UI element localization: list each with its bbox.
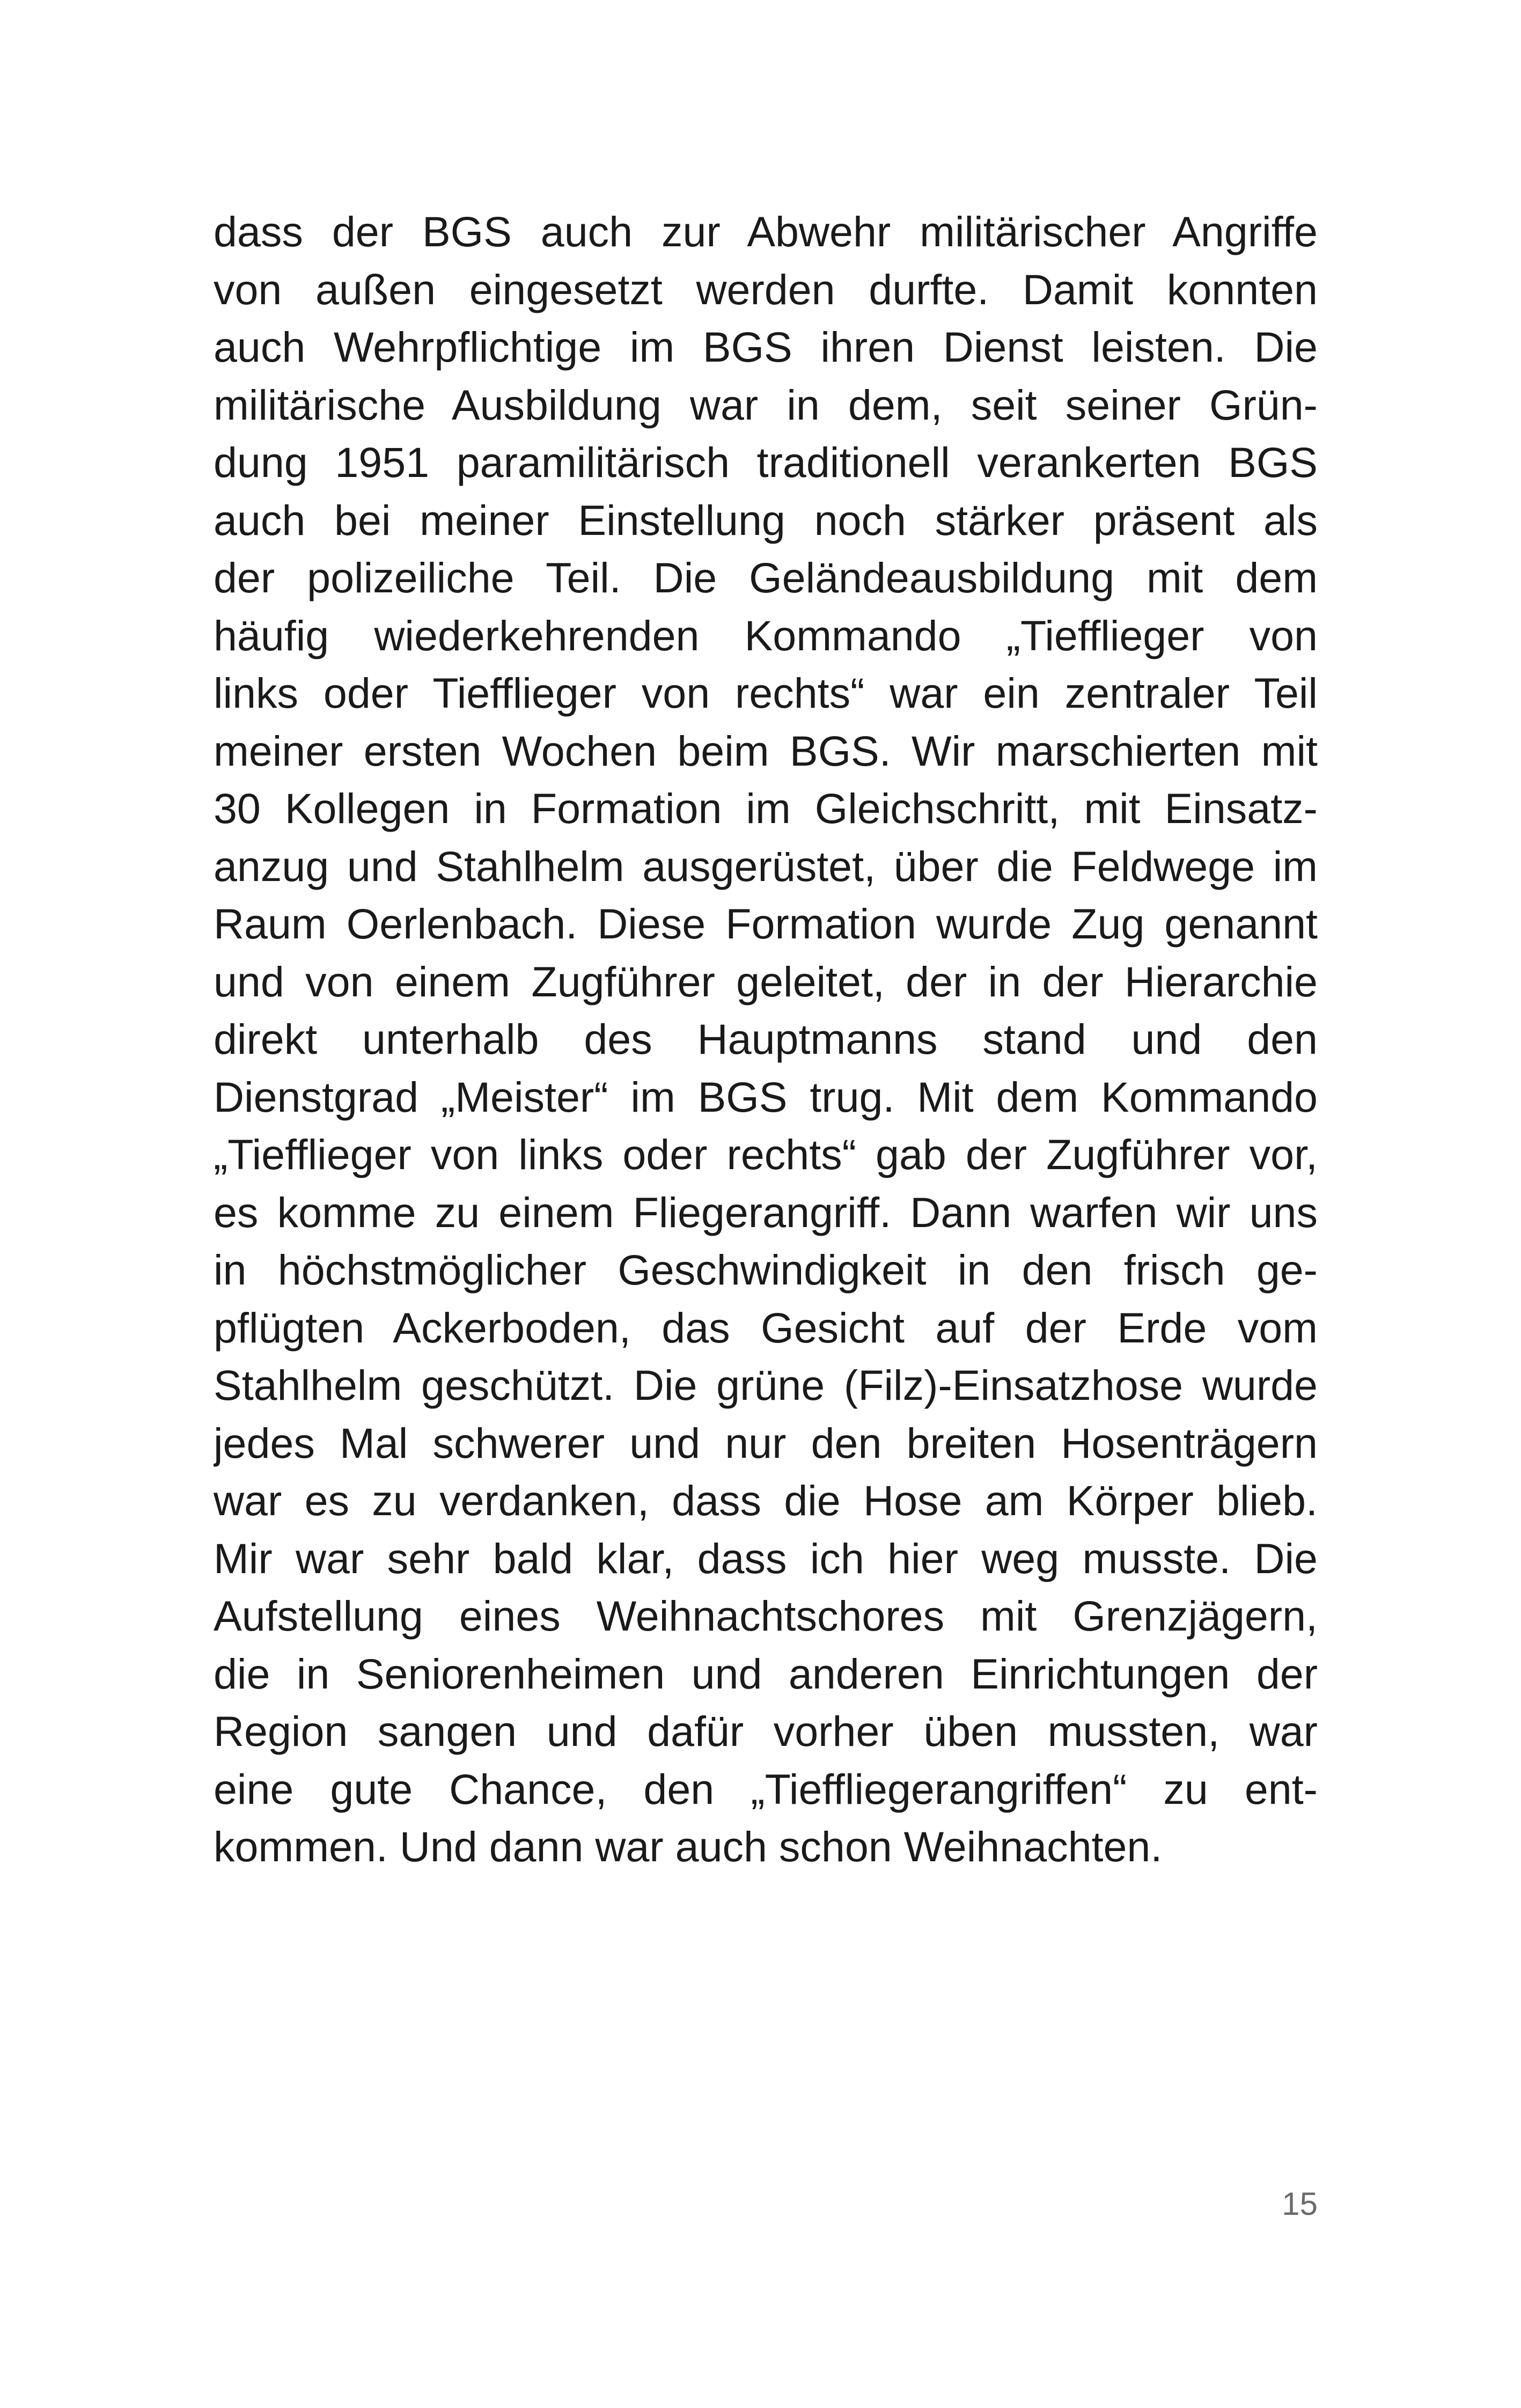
text-line: in höchstmöglicher Geschwindigkeit in den frisch ge- bbox=[214, 1246, 1318, 1294]
text-line: die in Seniorenheimen und anderen Einrichtungen der bbox=[214, 1649, 1318, 1698]
text-line: direkt unterhalb des Hauptmanns stand und den bbox=[214, 1015, 1318, 1063]
text-line: 30 Kollegen in Formation im Gleichschritt, mit Einsatz- bbox=[214, 784, 1318, 832]
text-line: Dienstgrad „Meister“ im BGS trug. Mit dem Kommando bbox=[214, 1073, 1318, 1121]
text-line: war es zu verdanken, dass die Hose am Körper blieb. bbox=[214, 1477, 1318, 1524]
text-line: dung 1951 paramilitärisch traditionell verankerten BGS bbox=[214, 438, 1318, 486]
text-line: Aufstellung eines Weihnachtschores mit Grenzjägern, bbox=[214, 1592, 1318, 1640]
body-text bbox=[214, 203, 1318, 1876]
text-line: jedes Mal schwerer und nur den breiten Hosenträgern bbox=[214, 1419, 1318, 1467]
text-line: dass der BGS auch zur Abwehr militärischer Angriffe bbox=[214, 208, 1318, 255]
text-line: von außen eingesetzt werden durfte. Damit konnten bbox=[214, 265, 1318, 313]
text-line: es komme zu einem Fliegerangriff. Dann warfen wir uns bbox=[214, 1188, 1318, 1236]
text-line: meiner ersten Wochen beim BGS. Wir marschierten mit bbox=[214, 726, 1318, 775]
text-line: militärische Ausbildung war in dem, seit seiner Grün- bbox=[214, 380, 1318, 429]
text-line: auch Wehrpflichtige im BGS ihren Dienst leisten. Die bbox=[214, 323, 1318, 371]
text-line-last: kommen. Und dann war auch schon Weihnachten. bbox=[214, 1823, 1163, 1870]
text-line: Stahlhelm geschützt. Die grüne (Filz)-Einsatzhose wurde bbox=[214, 1361, 1318, 1409]
text-line: und von einem Zugführer geleitet, der in der Hierarchie bbox=[214, 957, 1318, 1005]
text-line: Mir war sehr bald klar, dass ich hier weg musste. Die bbox=[214, 1534, 1318, 1582]
text-line: der polizeiliche Teil. Die Geländeausbildung mit dem bbox=[214, 554, 1318, 601]
text-line: Region sangen und dafür vorher üben mussten, war bbox=[214, 1707, 1318, 1755]
text-line: eine gute Chance, den „Tieffliegerangriffen“ zu ent- bbox=[214, 1765, 1318, 1813]
text-line: häufig wiederkehrenden Kommando „Tiefflieger von bbox=[214, 611, 1318, 659]
text-line: Raum Oerlenbach. Diese Formation wurde Zug genannt bbox=[214, 900, 1318, 948]
text-line: „Tiefflieger von links oder rechts“ gab der Zugführer vor, bbox=[214, 1130, 1318, 1178]
page-number: 15 bbox=[1282, 2186, 1318, 2222]
text-line: auch bei meiner Einstellung noch stärker präsent als bbox=[214, 496, 1318, 544]
text-line: anzug und Stahlhelm ausgerüstet, über die Feldwege im bbox=[214, 842, 1318, 890]
text-line: pflügten Ackerboden, das Gesicht auf der Erde vom bbox=[214, 1303, 1318, 1352]
text-line: links oder Tiefflieger von rechts“ war ein zentraler Teil bbox=[214, 669, 1318, 717]
